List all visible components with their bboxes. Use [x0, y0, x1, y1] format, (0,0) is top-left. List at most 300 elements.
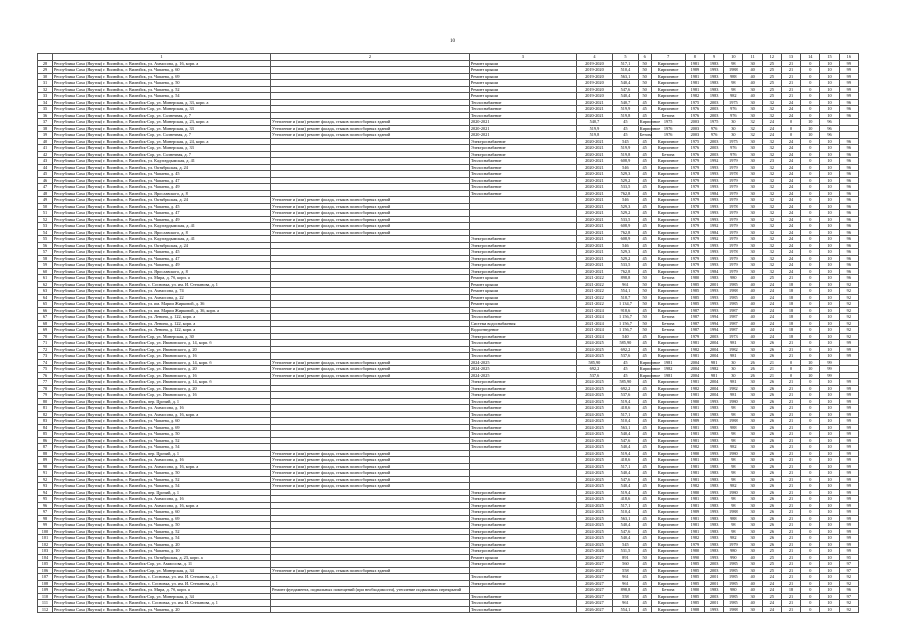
table-cell: 21	[781, 470, 800, 477]
table-cell: 45	[613, 366, 639, 373]
table-cell: 45	[613, 132, 639, 139]
table-cell: 10	[820, 535, 839, 542]
table-cell: 44	[38, 164, 53, 171]
table-cell: Кирпичное	[651, 99, 685, 106]
table-cell: Кирпичное	[651, 184, 685, 191]
table-cell: 540,7	[613, 99, 639, 106]
table-cell: 1983	[705, 476, 724, 483]
table-cell: 40	[743, 307, 762, 314]
table-cell: 45	[638, 496, 651, 503]
table-cell: 1980	[685, 548, 704, 555]
table-cell: 1981	[685, 463, 704, 470]
table-cell: 45	[638, 600, 651, 607]
table-cell: Кирпичное	[651, 411, 685, 418]
table-cell: 26	[762, 444, 781, 451]
table-cell: 79	[38, 392, 53, 399]
table-cell: 24	[762, 314, 781, 321]
table-cell: 24	[781, 164, 800, 171]
table-cell: 2024-2025	[469, 366, 576, 373]
table-cell: 96	[839, 171, 858, 178]
table-cell: 93	[38, 483, 53, 490]
table-cell: 10	[820, 541, 839, 548]
header-cell: 14	[801, 54, 820, 61]
table-cell: Республика Саха (Якутия) г. Вилюйск, г. Вилюйск, ул. Октябрьская, д. 24	[52, 164, 270, 171]
table-cell: 99	[839, 411, 858, 418]
table-cell: Кирпичное	[639, 125, 661, 131]
table-cell: 111	[38, 600, 53, 607]
table-cell: 96	[820, 132, 839, 139]
table-cell: Республика Саха (Якутия) г. Вилюйск, г. Вилюйск-Сор, ул. Минерская, д. 33	[52, 125, 270, 132]
table-cell: 96	[839, 99, 858, 106]
table-cell: Кирпичное	[651, 470, 685, 477]
table-cell: 30	[743, 262, 762, 269]
table-cell: 1994	[705, 320, 724, 327]
table-cell: 10	[820, 171, 839, 178]
table-cell: 24	[781, 145, 800, 152]
table-cell: 2019-2020	[576, 67, 612, 74]
table-cell: 2003	[705, 593, 724, 600]
table-cell: 2024-2025	[576, 379, 612, 386]
table-cell: Кирпичное	[651, 457, 685, 464]
table-cell: 50	[638, 288, 651, 295]
table-cell: 0	[801, 554, 820, 561]
table-cell: 554,1	[613, 288, 639, 295]
table-cell: 0	[801, 496, 820, 503]
table-cell: 540,4	[613, 483, 639, 490]
table-cell: 96	[839, 158, 858, 165]
table-cell: Республика Саха (Якутия) г. Вилюйск, г. Вилюйск-Сор, ул. Ивановского, д. 16	[52, 372, 270, 379]
table-cell: 2024-2025	[576, 496, 612, 503]
table-cell: 0	[801, 93, 820, 100]
table-cell: 99	[839, 476, 858, 483]
table-cell: 92	[839, 327, 858, 334]
table-cell: 0	[801, 249, 820, 256]
table-cell: 86	[38, 437, 53, 444]
table-cell: 0	[801, 60, 820, 67]
table-cell: 24	[781, 262, 800, 269]
table-cell: 2026-2027	[576, 593, 612, 600]
table-cell: 21	[781, 496, 800, 503]
table-cell: 21	[781, 346, 800, 353]
table-cell: 0	[801, 164, 820, 171]
table-cell: 10	[820, 229, 839, 236]
table-cell: Утепление и (или) ремонт фасада, стыков полносборных зданий	[271, 372, 470, 379]
table-cell: 2024-2025	[576, 424, 612, 431]
table-cell: 0	[801, 80, 820, 87]
table-cell: Кирпичное	[651, 197, 685, 204]
table-cell: 45	[638, 203, 651, 210]
table-cell: 32	[762, 106, 781, 113]
table-cell: 1979	[685, 216, 704, 223]
table-cell: 1976	[651, 132, 685, 139]
table-cell: Кирпичное	[651, 223, 685, 230]
table-cell: 0	[781, 132, 800, 139]
table-cell: 10	[820, 522, 839, 529]
table-cell: 0	[801, 398, 820, 405]
table-cell: 50	[638, 327, 651, 334]
table-cell: 981	[724, 353, 743, 360]
table-cell: 24	[762, 600, 781, 607]
table-cell: 96	[839, 249, 858, 256]
table-cell: 49	[38, 197, 53, 204]
table-cell: 24	[781, 203, 800, 210]
table-cell: 30	[743, 171, 762, 178]
table-cell: 0	[801, 463, 820, 470]
table-cell: 519,4	[613, 398, 639, 405]
table-cell: 21	[781, 541, 800, 548]
table-cell: 1980	[685, 587, 704, 594]
table-cell: 30	[743, 340, 762, 347]
table-cell: 95	[38, 496, 53, 503]
table-cell: 24	[781, 106, 800, 113]
table-cell: 102	[38, 541, 53, 548]
table-cell: Кирпичное	[651, 93, 685, 100]
table-cell: 976	[705, 125, 724, 132]
table-cell: 32	[762, 223, 781, 230]
table-cell: Кирпичное	[651, 86, 685, 93]
table-cell: 26	[762, 489, 781, 496]
table-cell: 1983	[705, 405, 724, 412]
table-cell: 533,5	[613, 216, 639, 223]
table-cell: 99	[839, 463, 858, 470]
table-cell: 1993	[705, 301, 724, 308]
table-cell: 0	[801, 405, 820, 412]
table-cell: 0	[801, 236, 820, 243]
table-cell: Утепление и (или) ремонт фасада, стыков полносборных зданий	[271, 216, 470, 223]
table-cell: 1985	[685, 567, 704, 574]
table-cell: 2026-2027	[576, 567, 612, 574]
table-cell: 2021-2024	[576, 320, 612, 327]
table-cell: 99	[38, 522, 53, 529]
table-cell: 99	[839, 535, 858, 542]
table-cell: Электроснабжение	[469, 541, 576, 548]
table-cell: 30	[743, 541, 762, 548]
table-cell: 24	[762, 307, 781, 314]
table-cell: Республика Саха (Якутия) г. Вилюйск, г. Вилюйск, ул. Аммосова, д. 16, корп. а	[52, 463, 270, 470]
table-cell: 0	[801, 470, 820, 477]
table-cell: 77	[38, 379, 53, 386]
table-cell: 95	[839, 554, 858, 561]
table-cell: 85	[38, 431, 53, 438]
table-cell: 1978	[724, 203, 743, 210]
table-cell: 0	[801, 574, 820, 581]
table-cell: 30	[743, 457, 762, 464]
table-cell: Кирпичное	[651, 548, 685, 555]
table-cell: 1983	[705, 93, 724, 100]
table-cell: 30	[743, 106, 762, 113]
table-cell: Республика Саха (Якутия) г. Вилюйск, г. Вилюйск-Сор, ул. Аммосова, д. 11	[52, 561, 270, 568]
table-cell: Электроснабжение	[469, 509, 576, 516]
table-cell: Республика Саха (Якутия) г. Вилюйск, г. Вилюйск-Сор, ул. Минерская, д. 24, корп. а	[52, 138, 270, 145]
table-cell: 28	[38, 60, 53, 67]
table-cell: 30	[743, 463, 762, 470]
table-cell: 99	[839, 340, 858, 347]
table-cell: 1983	[705, 86, 724, 93]
table-cell: 35	[38, 106, 53, 113]
table-cell: 1988	[685, 606, 704, 613]
table-cell: 0	[801, 489, 820, 496]
table-cell: 92	[839, 600, 858, 607]
table-cell: 10	[820, 275, 839, 282]
table-cell: 50	[638, 301, 651, 308]
table-cell: 554,1	[613, 606, 639, 613]
table-cell: 97	[839, 567, 858, 574]
table-cell: 2021-2024	[576, 307, 612, 314]
table-cell: 10	[820, 320, 839, 327]
table-cell: 533,5	[613, 262, 639, 269]
table-cell: 99	[839, 444, 858, 451]
table-cell: 2026-2027	[576, 574, 612, 581]
table-cell: 26	[762, 424, 781, 431]
table-cell: 1982	[685, 535, 704, 542]
table-cell: Кирпичное	[651, 216, 685, 223]
table-cell: 45	[638, 457, 651, 464]
table-cell: 2003	[705, 145, 724, 152]
table-cell: 898,8	[613, 275, 639, 282]
table-cell: 976	[724, 112, 743, 119]
table-cell: 32	[762, 229, 781, 236]
table-cell: 46	[38, 177, 53, 184]
table-cell: 10	[820, 158, 839, 165]
table-cell: 30	[743, 470, 762, 477]
table-cell: 0	[801, 353, 820, 360]
table-cell: 1976	[651, 125, 685, 132]
table-cell: 105	[38, 561, 53, 568]
table-cell: 98	[724, 80, 743, 87]
table-cell: 1 156,7	[613, 327, 639, 334]
table-cell: Республика Саха (Якутия) г. Вилюйск, г. Вилюйск, ул. Ленина, д. 122, корп. а	[52, 314, 270, 321]
table-cell: Кирпичное	[651, 398, 685, 405]
table-cell: Республика Саха (Якутия) г. Вилюйск, г. Вилюйск, ул. Чапаева, д. 52	[52, 476, 270, 483]
table-cell: 0	[801, 535, 820, 542]
table-cell: Кирпичное	[651, 489, 685, 496]
table-cell: 0	[801, 346, 820, 353]
table-cell: 2020-2021	[576, 106, 612, 113]
table-cell: 1987	[685, 327, 704, 334]
table-cell: 98	[724, 463, 743, 470]
table-cell: 45	[638, 268, 651, 275]
table-cell: 563,1	[613, 73, 639, 80]
table-cell: Кирпичное	[651, 496, 685, 503]
table-cell: 2026-2027	[576, 606, 612, 613]
table-cell: 10	[820, 431, 839, 438]
table-cell: 10	[820, 463, 839, 470]
table-cell: 981	[724, 379, 743, 386]
table-cell: 10	[820, 567, 839, 574]
table-cell: Кирпичное	[651, 561, 685, 568]
table-cell: 608,9	[613, 158, 639, 165]
table-cell: 10	[820, 340, 839, 347]
table-cell: Республика Саха (Якутия) г. Вилюйск, г. Вилюйск-Сор, ул. Ивановского, д. 14, корп. б	[52, 340, 270, 347]
table-cell: 2024-2025	[576, 437, 612, 444]
table-cell: 547,6	[613, 86, 639, 93]
table-cell: 96	[839, 177, 858, 184]
table-cell: 2001	[705, 574, 724, 581]
table-cell: 10	[820, 379, 839, 386]
table-cell: Кирпичное	[651, 242, 685, 249]
table-cell: 0	[801, 593, 820, 600]
table-cell: 2024-2025	[576, 340, 612, 347]
table-cell: 104	[38, 554, 53, 561]
table-cell: 65	[38, 301, 53, 308]
table-cell: 2021-2022	[576, 281, 612, 288]
table-cell: Республика Саха (Якутия) г. Вилюйск, г. Вилюйск, ул. Аммосова, д. 16, корп. а	[52, 411, 270, 418]
table-cell: Бетона	[651, 587, 685, 594]
table-cell: 58	[38, 255, 53, 262]
table-cell: 2024-2025	[576, 353, 612, 360]
table-cell: Кирпичное	[651, 431, 685, 438]
table-cell: 0	[801, 301, 820, 308]
table-cell: 26	[762, 502, 781, 509]
table-cell: Республика Саха (Якутия) г. Вилюйск, г. Вилюйск, ул. Ярославского, д. 8	[52, 190, 270, 197]
table-cell: 30	[724, 366, 743, 373]
table-cell: 1981	[685, 496, 704, 503]
table-cell: 21	[781, 450, 800, 457]
table-cell: Кирпичное	[651, 60, 685, 67]
table-cell: 100	[38, 528, 53, 535]
table-cell: Теплоснабжение	[469, 600, 576, 607]
table-cell: 97	[839, 593, 858, 600]
table-cell: Республика Саха (Якутия) г. Вилюйск, г. Вилюйск, ул. Чапаева, д. 47	[52, 177, 270, 184]
table-cell: 1985	[685, 301, 704, 308]
table-cell: 1985	[685, 561, 704, 568]
table-cell: 1988	[724, 509, 743, 516]
table-cell: 1993	[705, 171, 724, 178]
table-cell: 45	[613, 372, 639, 379]
table-cell: 981	[705, 359, 724, 366]
table-cell: 0	[801, 320, 820, 327]
table-cell: 0	[801, 476, 820, 483]
table-cell: 0	[801, 171, 820, 178]
table-cell: 1979	[685, 164, 704, 171]
table-cell: 25	[762, 73, 781, 80]
table-cell: Кирпичное	[651, 593, 685, 600]
table-cell: 0	[801, 457, 820, 464]
table-cell: 0	[801, 151, 820, 158]
table-cell: 21	[781, 580, 800, 587]
table-cell: Республика Саха (Якутия) г. Вилюйск, г. Вилюйск, пер. Црочий, д. 1	[52, 398, 270, 405]
table-cell: 0	[801, 418, 820, 425]
table-cell: Республика Саха (Якутия) г. Вилюйск, г. Вилюйск, ул. Чапаева, д. 47	[52, 210, 270, 217]
table-cell: 30	[743, 255, 762, 262]
table-cell: 30	[743, 418, 762, 425]
table-cell: 45	[638, 541, 651, 548]
table-cell: 2020-2021	[576, 249, 612, 256]
table-cell: 1979	[685, 190, 704, 197]
table-cell: 21	[762, 359, 781, 366]
table-cell: 0	[801, 138, 820, 145]
table-cell: 98	[724, 528, 743, 535]
table-cell: 25	[762, 80, 781, 87]
table-cell: 21	[781, 340, 800, 347]
table-cell: Электроснабжение	[469, 236, 576, 243]
table-cell: 45	[638, 463, 651, 470]
table-cell: 10	[820, 151, 839, 158]
table-cell: 21	[781, 398, 800, 405]
table-cell: 30	[743, 444, 762, 451]
table-cell: 81	[38, 405, 53, 412]
table-cell: 585,90	[613, 379, 639, 386]
table-cell: Кирпичное	[651, 340, 685, 347]
table-cell: Республика Саха (Якутия) г. Вилюйск, г. Вилюйск, ул. Кадзгардымская, д. 41	[52, 236, 270, 243]
table-cell: 546	[613, 197, 639, 204]
table-cell: Кирпичное	[651, 236, 685, 243]
table-cell: Республика Саха (Якутия) г. Вилюйск, г. Вилюйск, пер. Црочий, д. 1	[52, 489, 270, 496]
table-cell: 30	[743, 385, 762, 392]
table-cell: 10	[820, 411, 839, 418]
table-cell: 540,4	[613, 522, 639, 529]
table-cell: 26	[762, 450, 781, 457]
table-cell: 0	[801, 314, 820, 321]
table-cell: 1983	[705, 541, 724, 548]
table-cell: 2026-2027	[576, 561, 612, 568]
table-cell: 25	[762, 554, 781, 561]
table-cell: 21	[781, 67, 800, 74]
table-cell: 10	[820, 398, 839, 405]
table-cell: 10	[820, 80, 839, 87]
table-cell: 25	[762, 561, 781, 568]
table-cell: 0	[801, 67, 820, 74]
table-cell: 99	[839, 548, 858, 555]
table-cell: 1993	[705, 184, 724, 191]
table-cell: 72	[38, 346, 53, 353]
table-cell: 21	[781, 502, 800, 509]
table-cell: 98	[724, 457, 743, 464]
table-cell: 82	[38, 411, 53, 418]
table-cell: 45	[638, 223, 651, 230]
table-cell: Утепление и (или) ремонт фасада, стыков полносборных зданий	[271, 359, 470, 366]
table-cell: 98	[724, 437, 743, 444]
table-cell: 80	[38, 398, 53, 405]
table-cell: 23	[762, 158, 781, 165]
table-cell: 1993	[705, 554, 724, 561]
table-cell: 45	[638, 346, 651, 353]
table-cell: Теплоснабжение	[469, 99, 576, 106]
table-cell: 1988	[724, 67, 743, 74]
table-cell: Кирпичное	[639, 359, 661, 365]
table-cell: Республика Саха (Якутия) г. Вилюйск, г. Вилюйск, ул. Ярославского, д. 8	[52, 229, 270, 236]
table-cell: Теплоснабжение	[469, 353, 576, 360]
table-cell: 45	[638, 411, 651, 418]
table-cell: 988	[724, 515, 743, 522]
table-cell: 25	[762, 60, 781, 67]
table-cell: Кирпичное	[651, 203, 685, 210]
table-cell: 2026-2027	[576, 554, 612, 561]
table-cell: 96	[839, 138, 858, 145]
table-cell: 10	[820, 489, 839, 496]
table-cell: 1982	[685, 385, 704, 392]
table-cell: 1985	[724, 600, 743, 607]
table-cell: 1982	[685, 346, 704, 353]
table-cell: 21	[781, 574, 800, 581]
table-cell: 1993	[705, 216, 724, 223]
table-cell: 25	[762, 275, 781, 282]
table-cell: Кирпичное	[651, 450, 685, 457]
table-cell: 21	[781, 457, 800, 464]
table-cell: 540,4	[613, 444, 639, 451]
table-cell: 30	[743, 476, 762, 483]
table-cell: 99	[839, 528, 858, 535]
table-cell: 1993	[705, 307, 724, 314]
table-cell: 45	[638, 197, 651, 204]
table-cell: 0	[781, 119, 800, 126]
table-cell: 1982	[705, 366, 724, 373]
table-cell: 545	[613, 541, 639, 548]
table-cell: 24	[762, 580, 781, 587]
table-cell: 0	[801, 548, 820, 555]
table-cell: Республика Саха (Якутия) г. Вилюйск, г. Вилюйск, ул. Чапаева, д. 52	[52, 528, 270, 535]
table-cell: 2024-2025	[576, 535, 612, 542]
